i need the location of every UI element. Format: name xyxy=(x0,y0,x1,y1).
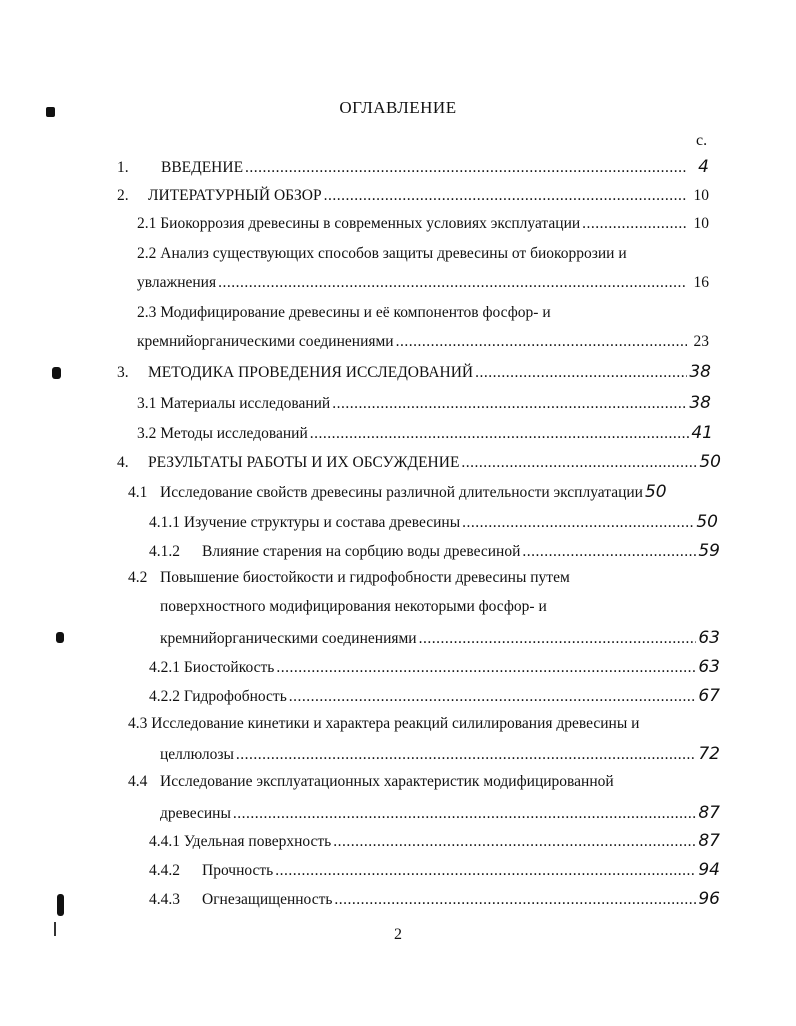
page-number: 50 xyxy=(696,512,718,532)
toc-entry-4-2-line1: Повышение биостойкости и гидрофобности древесины путем xyxy=(160,569,570,586)
page-number: 59 xyxy=(698,541,720,561)
toc-entry-2-3-line1: 2.3 Модифицирование древесины и её компонентов фосфор- и xyxy=(137,304,551,321)
toc-entry-4-4-2: 4.4.2 Прочность ..... 94 xyxy=(149,860,720,882)
page-number: 16 xyxy=(693,274,709,291)
page-number: 67 xyxy=(698,686,720,706)
toc-entry-4: 4. РЕЗУЛЬТАТЫ РАБОТЫ И ИХ ОБСУЖДЕНИЕ ..... 50 xyxy=(117,452,721,474)
toc-entry-2-2: увлажнения ..... 16 xyxy=(137,274,709,296)
page-number: 63 xyxy=(698,657,720,677)
scan-speck xyxy=(56,632,64,643)
scan-speck xyxy=(52,367,61,379)
page-title: ОГЛАВЛЕНИЕ xyxy=(339,98,457,117)
page-number: 63 xyxy=(698,628,720,648)
toc-entry-1: 1. ВВЕДЕНИЕ ..... 4 xyxy=(117,157,709,179)
page-number: 87 xyxy=(698,831,720,851)
page-number: 87 xyxy=(698,803,720,823)
toc-entry-4-2-1: 4.2.1 Биостойкость ..... 63 xyxy=(149,657,720,679)
toc-entry-4-1: 4.1 Исследование свойств древесины различной длительности эксплуатации 50 xyxy=(128,482,667,502)
page-number: 23 xyxy=(693,333,709,350)
scan-speck xyxy=(57,894,64,916)
toc-entry-4-2-num: 4.2 xyxy=(128,569,148,586)
page-number: 10 xyxy=(693,215,709,232)
toc-entry-4-2-line2: поверхностного модифицирования некоторыми фосфор- и xyxy=(160,598,547,615)
page-number: 50 xyxy=(644,482,667,502)
toc-entry-3-2: 3.2 Методы исследований ..... 41 xyxy=(137,423,713,445)
toc-entry-3: 3. МЕТОДИКА ПРОВЕДЕНИЯ ИССЛЕДОВАНИЙ ..... 38 xyxy=(117,362,711,384)
toc-entry-2: 2. ЛИТЕРАТУРНЫЙ ОБЗОР ..... 10 xyxy=(117,187,709,209)
toc-entry-4-4-num: 4.4 xyxy=(128,773,148,790)
toc-entry-4-3-line1: 4.3 Исследование кинетики и характера реакций силилирования древесины и xyxy=(128,715,640,732)
toc-entry-4-3: целлюлозы ..... 72 xyxy=(160,744,720,766)
page-number: 50 xyxy=(699,452,721,472)
page-number: 4 xyxy=(698,157,709,177)
page-number: 38 xyxy=(689,393,711,413)
toc-entry-4-4-1: 4.4.1 Удельная поверхность ..... 87 xyxy=(149,831,720,853)
page-number: 38 xyxy=(689,362,711,382)
page-footer-number: 2 xyxy=(394,926,402,943)
toc-entry-4-1-1: 4.1.1 Изучение структуры и состава древесины ..... 50 xyxy=(149,512,718,534)
toc-entry-4-4: древесины ..... 87 xyxy=(160,803,720,825)
toc-entry-3-1: 3.1 Материалы исследований ..... 38 xyxy=(137,393,711,415)
toc-entry-4-2-2: 4.2.2 Гидрофобность ..... 67 xyxy=(149,686,720,708)
page-number: 94 xyxy=(698,860,720,880)
toc-entry-4-4-3: 4.4.3 Огнезащищенность ..... 96 xyxy=(149,889,720,911)
toc-entry-4-4-line1: Исследование эксплуатационных характеристик модифицированной xyxy=(160,773,614,790)
toc-entry-2-1: 2.1 Биокоррозия древесины в современных условиях эксплуатации ..... 10 xyxy=(137,215,709,237)
page-number: 96 xyxy=(698,889,720,909)
toc-entry-4-1-2: 4.1.2 Влияние старения на сорбцию воды древесиной ..... 59 xyxy=(149,541,720,563)
page-column-label: с. xyxy=(696,132,708,149)
page-number: 41 xyxy=(691,423,713,443)
toc-entry-2-3: кремнийорганическими соединениями ..... 23 xyxy=(137,333,709,355)
toc-entry-4-2: кремнийорганическими соединениями ..... 63 xyxy=(160,628,720,650)
page-number: 10 xyxy=(693,187,709,204)
page-number: 72 xyxy=(698,744,720,764)
toc-entry-2-2-line1: 2.2 Анализ существующих способов защиты древесины от биокоррозии и xyxy=(137,245,627,262)
